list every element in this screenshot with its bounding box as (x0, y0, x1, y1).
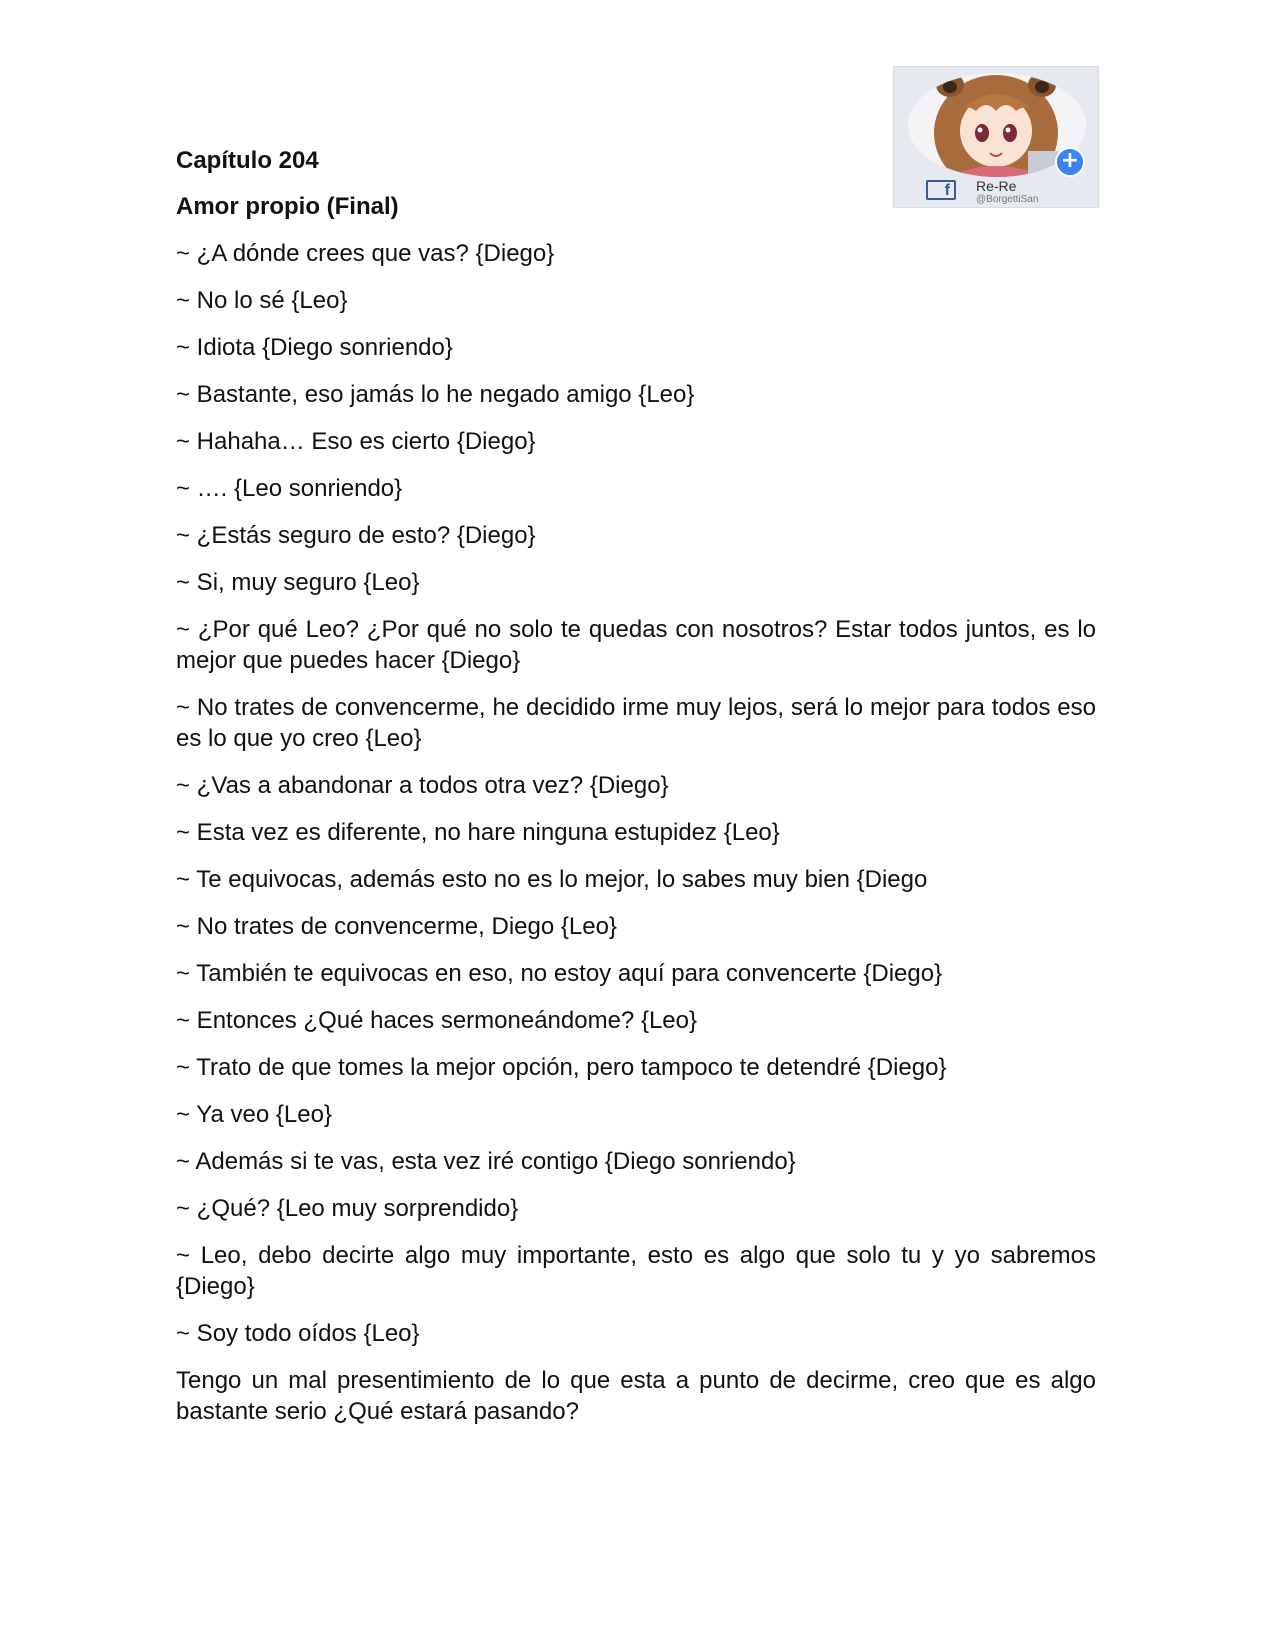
dialogue-line: ~ Entonces ¿Qué haces sermoneándome? {Leo} (176, 1007, 698, 1034)
dialogue-line: ~ ¿A dónde crees que vas? {Diego} (176, 240, 555, 267)
document-body (176, 146, 1096, 1427)
facebook-icon: f (926, 180, 956, 200)
dialogue-line: ~ ¿Estás seguro de esto? {Diego} (176, 522, 536, 549)
profile-handle: @BorgettiSan (976, 194, 1039, 205)
dialogue-line: ~ Si, muy seguro {Leo} (176, 569, 420, 596)
dialogue-line: ~ Ya veo {Leo} (176, 1101, 332, 1128)
dialogue-line: ~ No lo sé {Leo} (176, 287, 348, 314)
dialogue-line: ~ No trates de convencerme, Diego {Leo} (176, 913, 617, 940)
dialogue-line: ~ Bastante, eso jamás lo he negado amigo {Leo} (176, 381, 695, 408)
dialogue-line: ~ ¿Qué? {Leo muy sorprendido} (176, 1195, 519, 1222)
profile-name: Re-Re (976, 178, 1017, 194)
chapter-title: Capítulo 204 (176, 147, 319, 174)
plus-icon: + (1055, 147, 1085, 177)
dialogue-line: ~ Esta vez es diferente, no hare ninguna estupidez {Leo} (176, 819, 780, 846)
dialogue-line: ~ No trates de convencerme, he decidido irme muy lejos, será lo mejor para todos eso es lo que yo creo {Leo} (176, 694, 1096, 752)
chapter-subtitle: Amor propio (Final) (176, 193, 399, 220)
dialogue-line: ~ Te equivocas, además esto no es lo mejor, lo sabes muy bien {Diego (176, 866, 928, 893)
dialogue-line: ~ …. {Leo sonriendo} (176, 475, 403, 502)
dialogue-line: ~ ¿Vas a abandonar a todos otra vez? {Diego} (176, 772, 669, 799)
dialogue-line: ~ Soy todo oídos {Leo} (176, 1320, 420, 1347)
dialogue-line: ~ También te equivocas en eso, no estoy aquí para convencerte {Diego} (176, 960, 943, 987)
dialogue-line: ~ Idiota {Diego sonriendo} (176, 334, 453, 361)
dialogue-line: ~ Hahaha… Eso es cierto {Diego} (176, 428, 536, 455)
dialogue-line: ~ Además si te vas, esta vez iré contigo {Diego sonriendo} (176, 1148, 796, 1175)
dialogue-line: ~ ¿Por qué Leo? ¿Por qué no solo te quedas con nosotros? Estar todos juntos, es lo mejor que puedes hacer {Diego} (176, 616, 1096, 674)
dialogue-line: ~ Leo, debo decirte algo muy importante, esto es algo que solo tu y yo sabremos {Diego} (176, 1242, 1096, 1300)
narration-paragraph: Tengo un mal presentimiento de lo que esta a punto de decirme, creo que es algo bastante serio ¿Qué estará pasando? (176, 1367, 1096, 1425)
dialogue-line: ~ Trato de que tomes la mejor opción, pero tampoco te detendré {Diego} (176, 1054, 947, 1081)
